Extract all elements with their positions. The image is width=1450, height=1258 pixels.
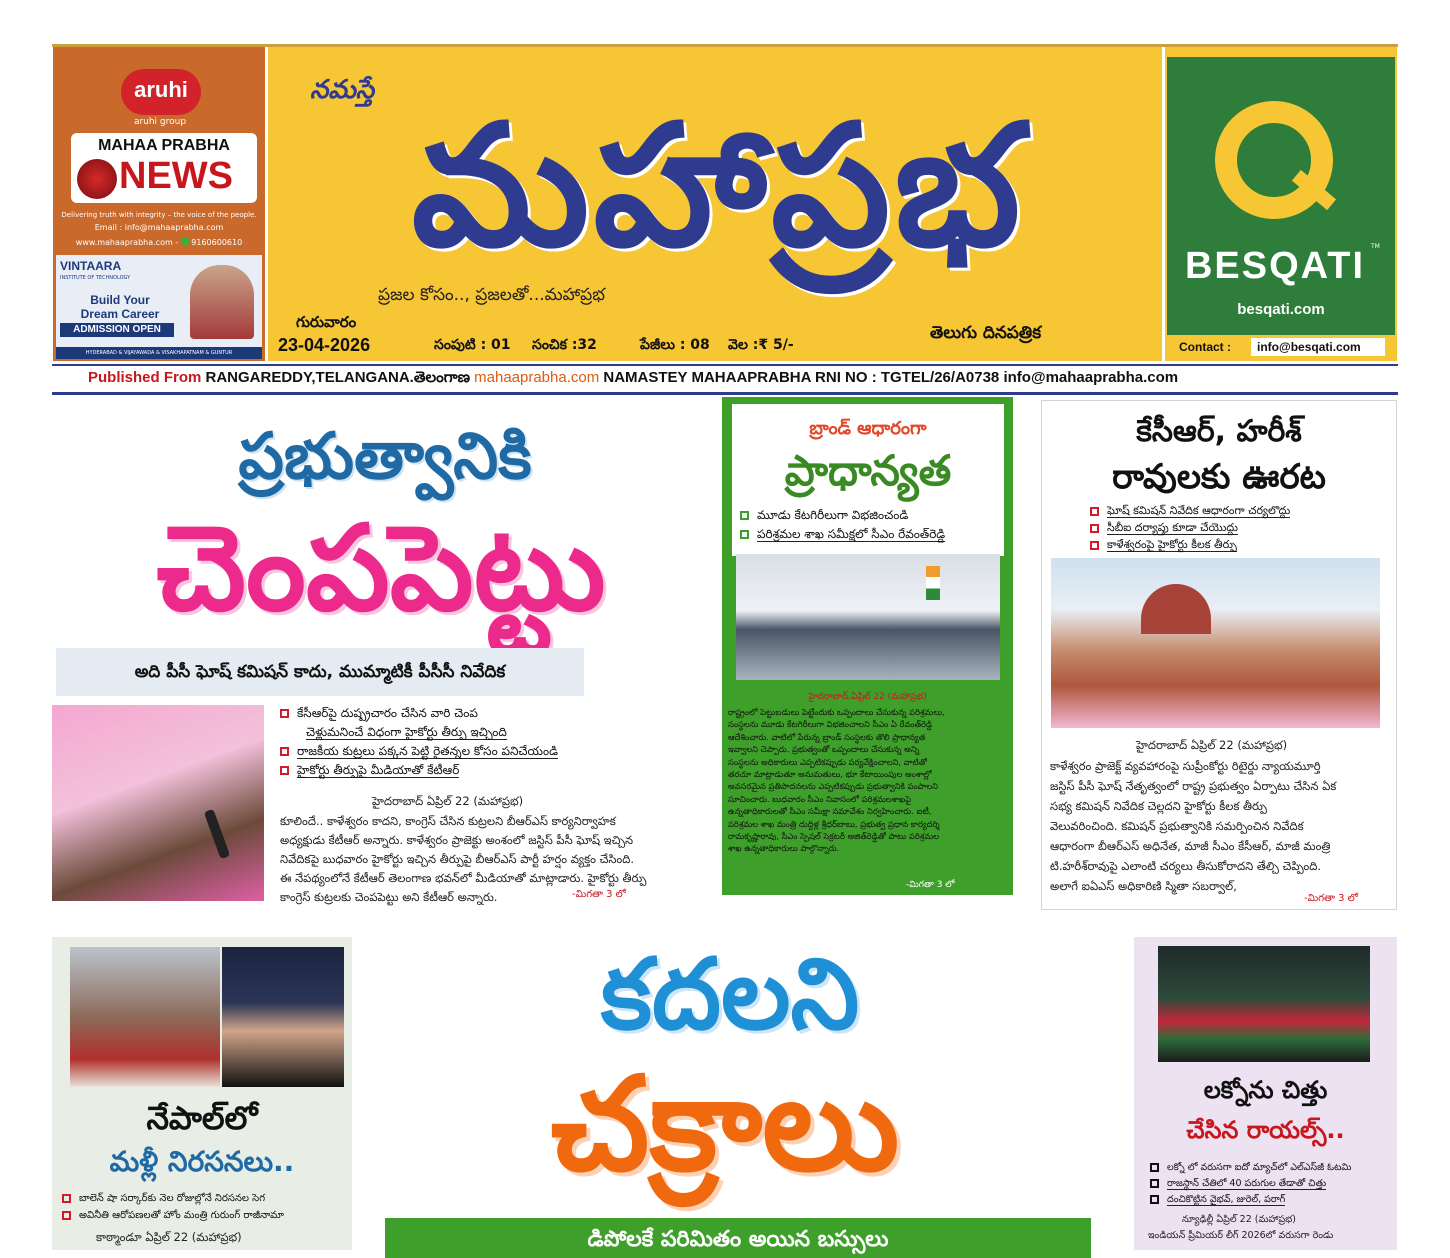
sports-body: ఇండియన్ ప్రీమియర్ లీగ్ 2026లో వరుసగా రెండు xyxy=(1148,1230,1334,1241)
besqati-logo-icon xyxy=(1215,101,1333,219)
nepal-headline-1: నేపాల్‌లో xyxy=(146,1099,258,1137)
checkbox-icon xyxy=(280,766,289,775)
aruhi-logo: aruhi xyxy=(121,69,201,115)
issue-label: సంచిక :32 xyxy=(532,337,597,353)
list-item: అవినీతి ఆరోపణలతో హోం మంత్రి గురుంగ్ రాజీనామా xyxy=(62,1207,350,1224)
flag-icon xyxy=(926,566,940,600)
checkbox-icon xyxy=(1090,541,1099,550)
news-logo: MAHAA PRABHA NEWS xyxy=(71,133,257,203)
vintaara-ad[interactable]: VINTAARA INSTITUTE OF TECHNOLOGY Build Your Dream Career ADMISSION OPEN HYDERABAD & VIJAYAWADA & VISAKHAPATNAM & GUNTUR xyxy=(56,255,262,359)
publication-line: Published From RANGAREDDY,TELANGANA.తెలంగాణ mahaaprabha.com NAMASTEY MAHAAPRABHA RNI NO : TGTEL/26/A0738 info@mahaaprabha.com xyxy=(52,364,1398,395)
brand-dateline: హైదరాబాద్,ఏప్రిల్ 22 (మహాప్రభ) xyxy=(808,692,927,702)
list-item: హైకోర్టు తీర్పుపై మీడియాతో కేటీఆర్ xyxy=(280,761,680,780)
volume-label: సంపుటి : 01 xyxy=(434,337,511,353)
center-subhead: డిపోలకే పరిమితం అయిన బస్సులు xyxy=(385,1218,1091,1258)
brand-continued[interactable]: -మిగతా 3 లో xyxy=(906,880,955,890)
besqati-brand: BESQATI xyxy=(1184,245,1366,287)
globe-icon xyxy=(77,159,117,199)
sports-bullets xyxy=(1150,1160,1390,1208)
list-item: మూడు కేటగిరీలుగా విభజించండి xyxy=(740,506,1002,525)
price-label: వెల :₹ 5/- xyxy=(728,337,794,353)
kcr-continued[interactable]: -మిగతా 3 లో xyxy=(1304,893,1358,904)
list-item: ఘోష్ కమిషన్ నివేదిక ఆధారంగా చర్యలొద్దు xyxy=(1090,502,1390,519)
minister-photo xyxy=(222,947,344,1087)
brand-body: రాష్ట్రంలో పెట్టుబడులు పెట్టేందుకు ఒప్పందాలు చేసుకున్న పరిశ్రమలు, సంస్థలను మూడు కేటగిరీలుగా విభజించాలని సీఎం ఏ రేవంత్‌రెడ్డి ఆదేశించారు. వాటిలో పేరున్న బ్రాండ్ సంస్థలకు తొలి ప్రాధాన్యత ఇవ్వాలని చెప్పారు. ప్రభుత్వంతో ఒప్పందాలు చేసుకున్న అన్ని సంస్థలను అధికారులు ఎప్పటికప్పుడు పర్యవేక్షించాలని, వాటితో తరచూ మాట్లాడుతూ అనుమతులు, భూ కేటాయింపుల అంశాల్లో అవసరమైన ప్రతిపాదనలను ఎప్పటికప్పుడు ప్రభుత్వానికి పంపాలని సూచించారు. బుధవారం సీఎం నివాసంలో పరిశ్రమలశాఖపై ఉన్నతాధికారులతో సీఎం సమీక్షా సమావేశం నిర్వహించారు. ఐటీ, పరిశ్రమల శాఖ మంత్రి దుద్దిళ్ల శ్రీధర్‌బాబు, ప్రభుత్వ ప్రధాన కార్యదర్శి రామకృష్ణారావు, సీఎం స్పెషల్ సెక్రటరీ అజిత్‌రెడ్డితో పాటు పరిశ్రమల శాఖ ఉన్నతాధికారులు పాల్గొన్నారు. xyxy=(728,707,945,854)
checkbox-icon xyxy=(1150,1195,1159,1204)
masthead-title-area xyxy=(268,47,1162,361)
sports-dateline: న్యూఢిల్లీ ఏప్రిల్ 22 (మహాప్రభ) xyxy=(1182,1214,1296,1225)
checkbox-icon xyxy=(62,1211,71,1220)
paper-type: తెలుగు దినపత్రిక xyxy=(930,323,1042,343)
checkbox-icon xyxy=(1150,1179,1159,1188)
lead-bullets xyxy=(280,704,680,780)
high-court-photo xyxy=(1051,558,1380,728)
checkbox-icon xyxy=(62,1194,71,1203)
ktr-photo xyxy=(52,705,264,901)
whatsapp-icon xyxy=(181,237,189,245)
list-item: లక్నో లో వరుసగా ఐదో మ్యాచ్‌లో ఎల్ఎస్‌జీ ఓటమి xyxy=(1150,1160,1390,1176)
student-photo xyxy=(190,265,254,339)
dome xyxy=(1141,584,1211,634)
tagline: ప్రజల కోసం.., ప్రజలతో...మహాప్రభ xyxy=(378,285,606,305)
cm-meeting-photo xyxy=(736,554,1000,680)
list-item: కేసీఆర్‌పై దుష్ప్రచారం చేసిన వారి చెంప xyxy=(280,704,680,723)
newspaper-title: మహాప్రభ xyxy=(411,88,1025,284)
contact-email[interactable]: info@besqati.com xyxy=(1251,338,1385,356)
lead-continued[interactable]: -మిగతా 3 లో xyxy=(572,889,626,900)
right-ad[interactable]: BESQATI TM besqati.com Contact : info@besqati.com xyxy=(1165,47,1397,361)
brand-bullets xyxy=(740,506,1002,544)
list-item: చెళ్లుమనించే విధంగా హైకోర్టు తీర్పు ఇచ్చింది xyxy=(306,725,507,739)
site-link[interactable]: mahaaprabha.com xyxy=(474,369,600,386)
checkbox-icon xyxy=(740,530,749,539)
sports-headline-2: చేసిన రాయల్స్.. xyxy=(1186,1116,1345,1144)
kcr-headline-2: రావులకు ఊరట xyxy=(1112,457,1326,497)
lead-body: కూలిందే.. కాళేశ్వరం కాదని, కాంగ్రెస్ చేసిన కుట్రలని బీఆర్ఎస్ కార్యనిర్వాహక అధ్యక్షుడు కేటీఆర్ అన్నారు. కాళేశ్వరం ప్రాజెక్టు అంశంలో జస్టిస్ పీసీ ఘోష్ ఇచ్చిన నివేదికపై బుధవారం హైకోర్టు ఇచ్చిన తీర్పుపై బీఆర్ఎస్ పార్టీ హర్షం వ్యక్తం చేసింది. ఈ నేపథ్యంలోనే కేటీఆర్ తెలంగాణ భవన్‌లో మీడియాతో మాట్లాడారు. హైకోర్టు తీర్పు కాంగ్రెస్ కుట్రలకు చెంపపెట్టు అని కేటీఆర్ అన్నారు. xyxy=(280,814,647,904)
nepal-bullets xyxy=(62,1190,350,1224)
nepal-dateline: కాఠ్మాండూ ఏప్రిల్ 22 (మహాప్రభ) xyxy=(96,1230,242,1244)
checkbox-icon xyxy=(1090,524,1099,533)
checkbox-icon xyxy=(1150,1163,1159,1172)
checkbox-icon xyxy=(1090,507,1099,516)
left-ad[interactable]: aruhi aruhi group MAHAA PRABHA NEWS Delivering truth with integrity – the voice of the people. Email : info@mahaaprabha.com www.mahaaprabha.com - 9160600610 VINTAARA INSTITUTE OF TECHNOLOGY Build Your Dream Career ADMISSION OPEN HYDERABAD & VIJAYAWADA & VISAKHAPATNAM & GUNTUR xyxy=(53,47,265,361)
list-item: సీబీఐ దర్యాప్తు కూడా చేయొద్దు xyxy=(1090,519,1390,536)
checkbox-icon xyxy=(740,511,749,520)
kcr-dateline: హైదరాబాద్ ఏప్రిల్ 22 (మహాప్రభ) xyxy=(1136,738,1288,752)
sports-headline-1: లక్నోను చిత్తు xyxy=(1203,1076,1328,1104)
pages-label: పేజీలు : 08 xyxy=(640,337,710,353)
center-headline-2: చక్రాలు xyxy=(550,1048,900,1200)
brand-headline: ప్రాధాన్యత xyxy=(784,446,952,495)
list-item: రాజస్థాన్ చేతిలో 40 పరుగుల తేడాతో చిత్తు xyxy=(1150,1176,1390,1192)
list-item: కాళేశ్వరంపై హైకోర్టు కీలక తీర్పు xyxy=(1090,536,1390,553)
kcr-bullets xyxy=(1090,502,1390,553)
list-item: రాజకీయ కుట్రలు పక్కన పెట్టి రైతన్నల కోసం పనిచేయండి xyxy=(280,742,680,761)
day-label: గురువారం xyxy=(296,313,357,331)
protest-photo xyxy=(70,947,220,1087)
nepal-headline-2: మళ్లీ నిరసనలు.. xyxy=(109,1145,295,1178)
kcr-body: కాళేశ్వరం ప్రాజెక్ట్ వ్యవహారంపై సుప్రీంకోర్టు రిటైర్డు న్యాయమూర్తి జస్టిస్ పీసీ ఘోష్ నేతృత్వంలో రాష్ట్ర ప్రభుత్వం ఏర్పాటు చేసిన ఏక సభ్య కమిషన్ నివేదిక చెల్లదని హైకోర్టు కీలక తీర్పు వెలువరించింది. కమిషన్ ప్రభుత్వానికి సమర్పించిన నివేదిక ఆధారంగా బీఆర్ఎస్ అధినేత, మాజీ సీఎం కేసీఆర్, మాజీ మంత్రి టి.హరీశ్‌రావుపై ఎలాంటి చర్యలు తీసుకోరాదని తేల్చి చెప్పింది. అలాగే ఐఏఎస్ అధికారిణి స్మితా సబర్వాల్, xyxy=(1050,759,1337,893)
namaste-label: నమస్తే xyxy=(310,75,375,105)
list-item: దంచికొట్టిన వైభవ్, జురెల్, పరాగ్ xyxy=(1150,1192,1390,1208)
brand-kicker: బ్రాండ్ ఆధారంగా xyxy=(809,418,927,439)
checkbox-icon xyxy=(280,747,289,756)
date-label: 23-04-2026 xyxy=(278,335,371,355)
center-headline-1: కదలని xyxy=(600,938,860,1052)
list-item: బాలెన్ షా సర్కార్‌కు నెల రోజుల్లోనే నిరసనల సెగ xyxy=(62,1190,350,1207)
lead-kicker: ప్రభుత్వానికి xyxy=(238,420,532,494)
lead-headline: చెంపపెట్టు xyxy=(156,499,606,637)
cricket-photo xyxy=(1158,946,1370,1062)
microphone-icon xyxy=(204,809,230,859)
checkbox-icon xyxy=(280,709,289,718)
list-item: పరిశ్రమల శాఖ సమీక్షలో సీఎం రేవంత్‌రెడ్డి xyxy=(740,525,1002,544)
lead-dateline: హైదరాబాద్ ఏప్రిల్ 22 (మహాప్రభ) xyxy=(372,794,524,808)
lead-subhead: అది పీసీ ఘోష్ కమిషన్ కాదు, ముమ్మాటికీ పీసీసీ నివేదిక xyxy=(56,648,584,696)
kcr-headline-1: కేసీఆర్, హరీశ్ xyxy=(1136,414,1302,449)
